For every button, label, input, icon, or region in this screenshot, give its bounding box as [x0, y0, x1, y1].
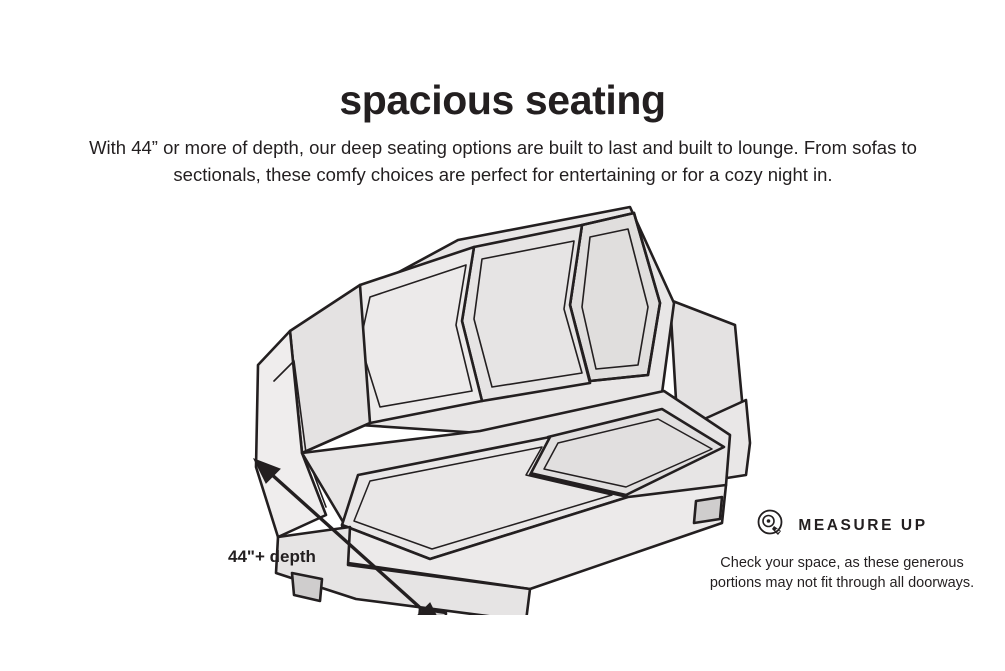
measure-up-title: MEASURE UP: [798, 516, 928, 534]
measure-up-header: [707, 508, 977, 543]
measure-up-callout: [707, 508, 977, 593]
body-copy: With 44” or more of depth, our deep seating options are built to last and built to lounge. From sofas to sectionals, these comfy choices are perfect for entertaining or for a cozy night in.: [89, 136, 917, 185]
page-title: spacious seating: [339, 77, 666, 124]
measure-up-note: Check your space, as these generous portions may not fit through all doorways.: [709, 555, 975, 591]
depth-dimension-label: 44"+ depth: [228, 547, 316, 566]
tape-measure-icon: [756, 508, 786, 543]
